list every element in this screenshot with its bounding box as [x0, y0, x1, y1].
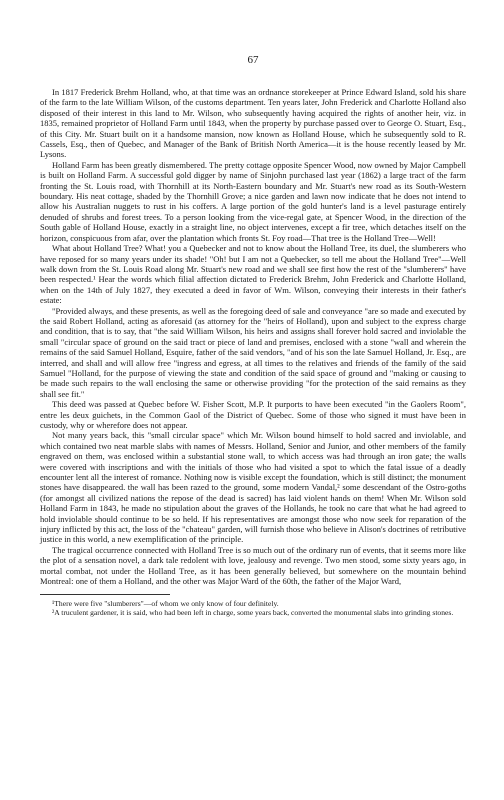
footnote-2: ²A truculent gardener, it is said, who had been left in charge, some years back, converted the monumental slabs into grinding stones. — [52, 607, 454, 617]
body-text — [40, 87, 466, 587]
footnote-divider — [40, 594, 170, 595]
page-number: 67 — [247, 54, 259, 66]
paragraph: This deed was passed at Quebec before W. Fisher Scott, M.P. It purports to have been executed "in the Gaolers Room", entre les deux guichets, in the Common Gaol of the District of Quebec. Some of those who signed it must have been in custody, why or wherefore does not appear. — [40, 399, 466, 430]
quoted-deed-paragraph: "Provided always, and these presents, as well as the foregoing deed of sale and conveyance "are so made and executed by the said Robert Holland, acting as aforesaid (as attorney for the "heirs of Holland), upon and subject to the express charge and condition, that is to say, that "the said William Wilson, his heirs and assigns shall forever hold sacred and inviolable the small "circular space of ground on the said tract or piece of land and premises, enclosed with a stone "wall and wherein the remains of the said Samuel Holland, Esquire, father of the said vendors, "and of his son the late Samuel Holland, Jr. Esq., are interred, and shall and will allow free "ingress and egress, at all times to the relatives and friends of the family of the said Samuel "Holland, for the purpose of viewing the state and condition of the said space of ground and "making or causing to be made such repairs to the wall enclosing the same or otherwise providing "for the protection of the said remains as they shall see fit." — [40, 305, 466, 399]
footnotes — [40, 599, 466, 618]
paragraph: Not many years back, this "small circular space" which Mr. Wilson bound himself to hold sacred and inviolable, and which contained two neat marble slabs with names of Messrs. Holland, Senior and Junior, and other members of the family engraved on them, was enclosed within a substantial stone wall, to which access was had through an iron gate; the walls were covered with inscriptions and with the initials of those who had visited a spot to which the fatal issue of a deadly encounter lent all the interest of romance. Nothing now is visible except the foundation, which is still distinct; the monument stones have disappeared. the wall has been razed to the ground, some modern Vandal,² some descendant of the Ostro-goths (for amongst all civilized nations the repose of the dead is sacred) has laid violent hands on them! When Mr. Wilson sold Holland Farm in 1843, he made no stipulation about the graves of the Hollands, he took no care that what he had agreed to hold inviolable should continue to be so held. If his representatives are amongst those who now seek for reparation of the injury inflicted by this act, the loss of the "chateau" garden, will furnish those who believe in Alison's doctrines of retributive justice in this world, a new exemplification of the principle. — [40, 430, 466, 545]
paragraph: Holland Farm has been greatly dismembered. The pretty cottage opposite Spencer Wood, now owned by Major Campbell is built on Holland Farm. A successful gold digger by name of Sinjohn purchased last year (1862) a large tract of the farm fronting the St. Louis road, with Thornhill at its North-Eastern boundary and Mr. Stuart's new road as its South-Western boundary. His neat cottage, shaded by the Thornhill Grove; a nice garden and lawn now indicate that he does not intend to allow his Australian nuggets to rust in his coffers. A large portion of the gold hunter's land is a level pasturage entirely denuded of shrubs and forest trees. To a person looking from the vice-regal gate, at Spencer Wood, in the direction of the South gable of Holland House, exactly in a straight line, no object intervenes, except a fir tree, which detaches itself on the horizon, conspicuous from afar, over the plantation which fronts St. Foy road—That tree is the Holland Tree—Well! — [40, 159, 466, 243]
paragraph: In 1817 Frederick Brehm Holland, who, at that time was an ordnance storekeeper at Prince Edward Island, sold his share of the farm to the late William Wilson, of the customs department. Ten years later, John Frederick and Charlotte Holland also disposed of their interest in this land to Mr. Wilson, who subsequently having acquired the rights of another heir, viz. in 1835, remained proprietor of Holland Farm until 1843, when the property by purchase passed over to George O. Stuart, Esq., of this City. Mr. Stuart built on it a handsome mansion, now known as Holland House, which he subsequently sold to R. Cassels, Esq., then of Quebec, and Manager of the Bank of British North America—it is the house recently leased by Mr. Lysons. — [40, 87, 466, 160]
footnote-1: ¹There were five "slumberers"—of whom we only know of four definitely. — [52, 598, 279, 608]
paragraph: What about Holland Tree? What! you a Quebecker and not to know about the Holland Tree, its duel, the slumberers who have reposed for so many years under its shade! "Oh! but I am not a Quebecker, so tell me about the Holland Tree"—Well walk down from the St. Louis Road along Mr. Stuart's new road and we shall see first how the rest of the "slumberers" have been respected.¹ Hear the words which filial affection dictated to Frederick Brehm, John Frederick and Charlotte Holland, when on the 14th of July 1827, they executed a deed in favor of Wm. Wilson, conveying their interests in their father's estate: — [40, 243, 466, 306]
paragraph: The tragical occurrence connected with Holland Tree is so much out of the ordinary run of events, that it seems more like the plot of a sensation novel, a dark tale redolent with love, jealousy and revenge. Two men stood, some sixty years ago, in mortal combat, not under the Holland Tree, as it has been generally believed, but somewhere on the mountain behind Montreal: one of them a Holland, and the other was Major Ward of the 60th, the father of the Major Ward, — [40, 544, 466, 587]
